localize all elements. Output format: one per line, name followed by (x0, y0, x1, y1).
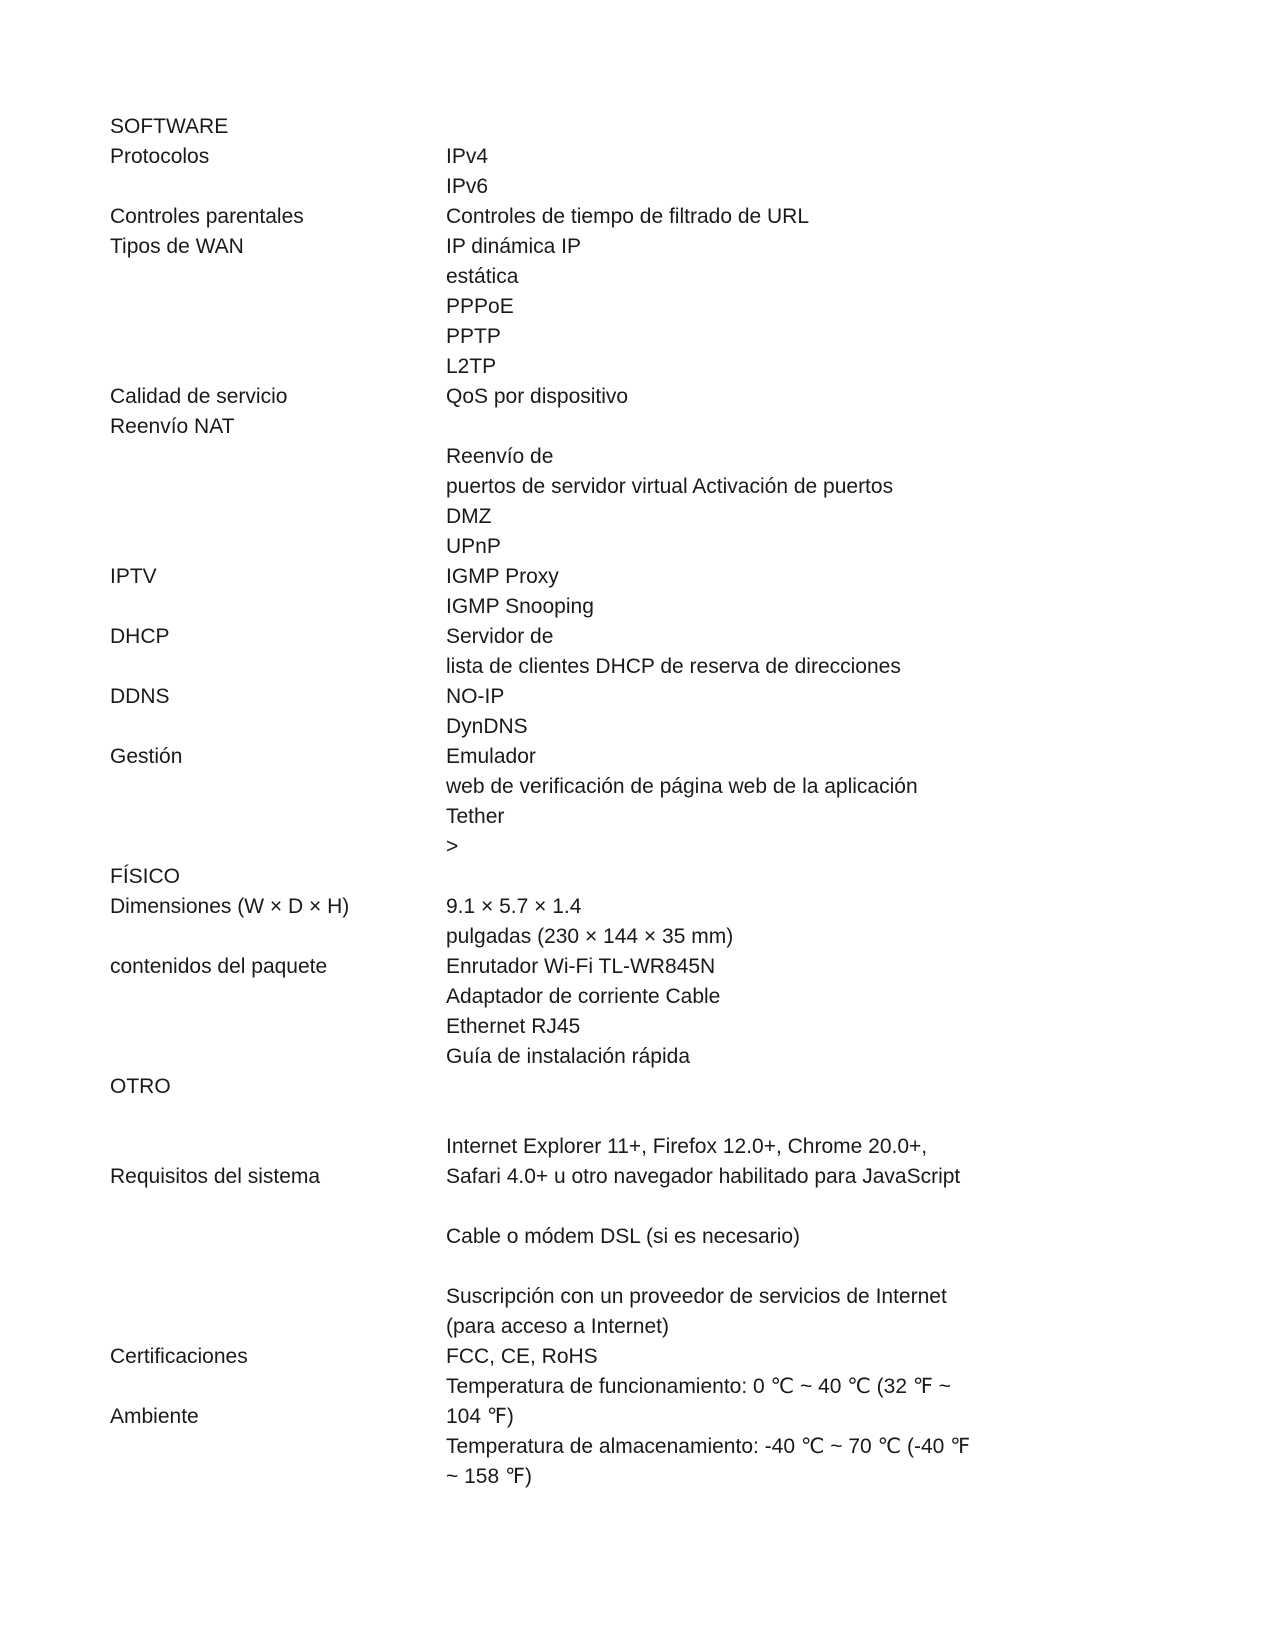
spec-label-tipos-wan: Tipos de WAN (110, 235, 244, 258)
spec-value-gestion: web de verificación de página web de la aplicación (446, 775, 918, 798)
spec-value-contenidos-paquete: Enrutador Wi-Fi TL-WR845N (446, 955, 716, 978)
spec-value-tipos-wan: PPPoE (446, 295, 514, 318)
spec-value-dhcp: Servidor de (446, 625, 554, 648)
spec-value-reenvio-nat: DMZ (446, 505, 492, 528)
spec-value-requisitos: Internet Explorer 11+, Firefox 12.0+, Chrome 20.0+, (446, 1135, 928, 1158)
spec-value-ddns: DynDNS (446, 715, 528, 738)
spec-label-reenvio-nat: Reenvío NAT (110, 415, 235, 438)
spec-value-dimensiones: pulgadas (230 × 144 × 35 mm) (446, 925, 734, 948)
section-heading-fisico: FÍSICO (110, 865, 181, 888)
spec-value-gestion: Tether (446, 805, 505, 828)
spec-value-ddns: NO-IP (446, 685, 505, 708)
spec-value-contenidos-paquete: Adaptador de corriente Cable (446, 985, 721, 1008)
spec-value-controles-parentales: Controles de tiempo de filtrado de URL (446, 205, 810, 228)
spec-value-reenvio-nat: Reenvío de (446, 445, 554, 468)
spec-value-protocolos: IPv4 (446, 145, 489, 168)
spec-label-ddns: DDNS (110, 685, 170, 708)
section-heading-software: SOFTWARE (110, 115, 229, 138)
spec-value-gestion: > (446, 835, 459, 858)
spec-value-tipos-wan: L2TP (446, 355, 497, 378)
spec-label-certificaciones: Certificaciones (110, 1345, 248, 1368)
spec-value-contenidos-paquete: Ethernet RJ45 (446, 1015, 581, 1038)
spec-value-certificaciones: FCC, CE, RoHS (446, 1345, 598, 1368)
spec-value-ambiente: 104 ℉) (446, 1405, 514, 1428)
spec-value-contenidos-paquete: Guía de instalación rápida (446, 1045, 690, 1068)
spec-value-tipos-wan: estática (446, 265, 519, 288)
spec-label-controles-parentales: Controles parentales (110, 205, 304, 228)
spec-value-requisitos: Cable o módem DSL (si es necesario) (446, 1225, 801, 1248)
spec-value-dhcp: lista de clientes DHCP de reserva de direcciones (446, 655, 901, 678)
spec-value-requisitos: Safari 4.0+ u otro navegador habilitado para JavaScript (446, 1165, 961, 1188)
spec-value-gestion: Emulador (446, 745, 536, 768)
spec-value-iptv: IGMP Snooping (446, 595, 594, 618)
spec-value-calidad-servicio: QoS por dispositivo (446, 385, 629, 408)
spec-value-requisitos: Suscripción con un proveedor de servicios de Internet (446, 1285, 947, 1308)
spec-label-iptv: IPTV (110, 565, 157, 588)
spec-value-protocolos: IPv6 (446, 175, 489, 198)
section-heading-otro: OTRO (110, 1075, 171, 1098)
spec-value-ambiente: Temperatura de almacenamiento: -40 ℃ ~ 70 ℃ (-40 ℉ (446, 1435, 971, 1458)
spec-label-gestion: Gestión (110, 745, 183, 768)
spec-value-reenvio-nat: UPnP (446, 535, 501, 558)
spec-label-protocolos: Protocolos (110, 145, 210, 168)
spec-label-contenidos-paquete: contenidos del paquete (110, 955, 328, 978)
spec-label-dhcp: DHCP (110, 625, 170, 648)
spec-value-tipos-wan: IP dinámica IP (446, 235, 582, 258)
spec-label-ambiente: Ambiente (110, 1405, 199, 1428)
spec-label-requisitos: Requisitos del sistema (110, 1165, 321, 1188)
spec-value-requisitos: (para acceso a Internet) (446, 1315, 669, 1338)
spec-value-dimensiones: 9.1 × 5.7 × 1.4 (446, 895, 582, 918)
spec-value-iptv: IGMP Proxy (446, 565, 559, 588)
spec-value-ambiente: Temperatura de funcionamiento: 0 ℃ ~ 40 ℃ (32 ℉ ~ (446, 1375, 951, 1398)
spec-label-dimensiones: Dimensiones (W × D × H) (110, 895, 350, 918)
spec-value-ambiente: ~ 158 ℉) (446, 1465, 532, 1488)
spec-label-calidad-servicio: Calidad de servicio (110, 385, 288, 408)
spec-value-reenvio-nat: puertos de servidor virtual Activación de puertos (446, 475, 894, 498)
spec-value-tipos-wan: PPTP (446, 325, 501, 348)
